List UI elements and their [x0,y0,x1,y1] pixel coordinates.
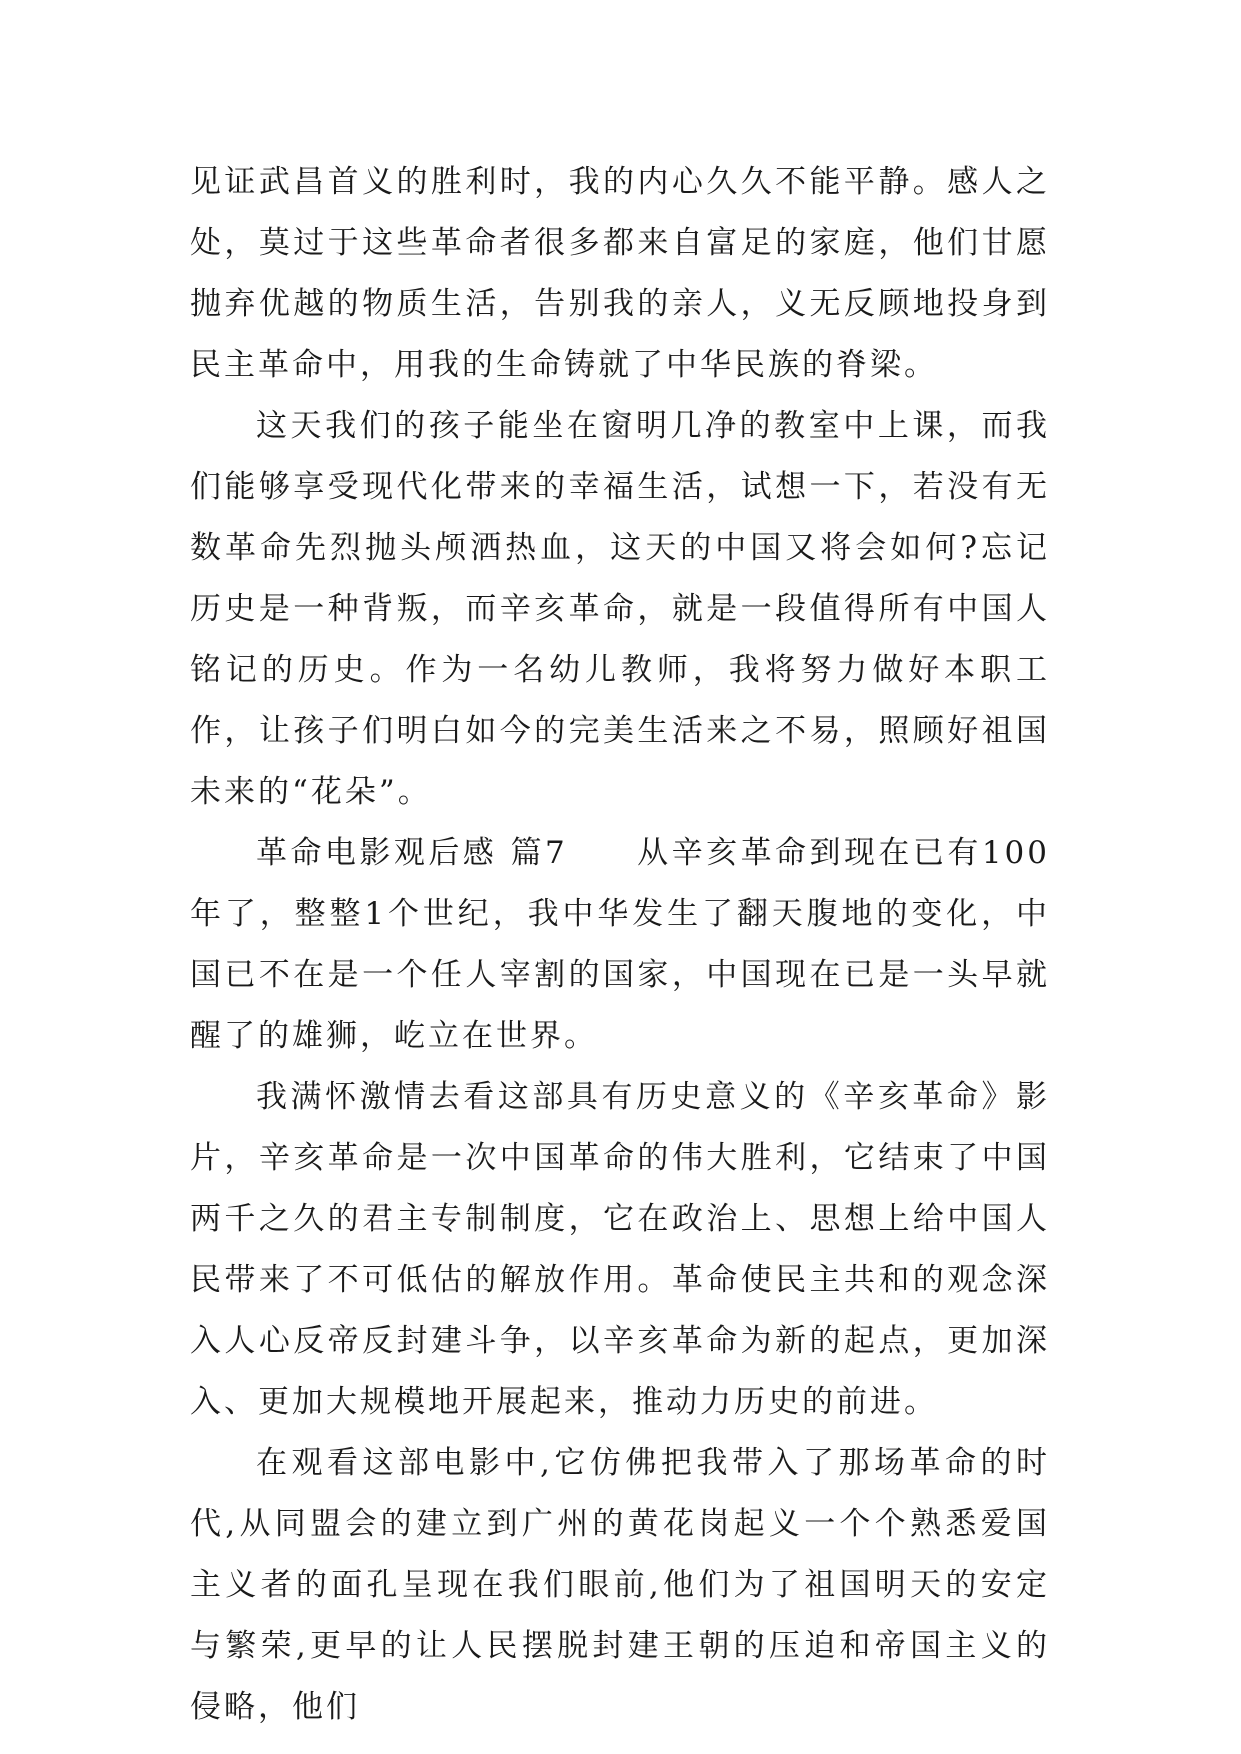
document-body [190,152,1050,1738]
paragraph-4: 我满怀激情去看这部具有历史意义的《辛亥革命》影片，辛亥革命是一次中国革命的伟大胜利，它结束了中国两千之久的君主专制制度，它在政治上、思想上给中国人民带来了不可低估的解放作用。革命使民主共和的观念深入人心反帝反封建斗争，以辛亥革命为新的起点，更加深入、更加大规模地开展起来，推动力历史的前进。 [190,1079,1050,1420]
paragraph-5: 在观看这部电影中,它仿佛把我带入了那场革命的时代,从同盟会的建立到广州的黄花岗起义一个个熟悉爱国主义者的面孔呈现在我们眼前,他们为了祖国明天的安定与繁荣,更早的让人民摆脱封建王朝的压迫和帝国主义的侵略，他们 [190,1445,1050,1725]
paragraph-2: 这天我们的孩子能坐在窗明几净的教室中上课，而我们能够享受现代化带来的幸福生活，试想一下，若没有无数革命先烈抛头颅洒热血，这天的中国又将会如何?忘记历史是一种背叛，而辛亥革命，就是一段值得所有中国人铭记的历史。作为一名幼儿教师，我将努力做好本职工作，让孩子们明白如今的完美生活来之不易，照顾好祖国未来的“花朵”。 [190,408,1050,810]
paragraph-1: 见证武昌首义的胜利时，我的内心久久不能平静。感人之处，莫过于这些革命者很多都来自富足的家庭，他们甘愿抛弃优越的物质生活，告别我的亲人，义无反顾地投身到民主革命中，用我的生命铸就了中华民族的脊梁。 [190,164,1050,383]
paragraph-3: 革命电影观后感 篇7 从辛亥革命到现在已有100年了，整整1个世纪，我中华发生了翻天腹地的变化，中国已不在是一个任人宰割的国家，中国现在已是一头早就醒了的雄狮，屹立在世界。 [190,835,1050,1054]
